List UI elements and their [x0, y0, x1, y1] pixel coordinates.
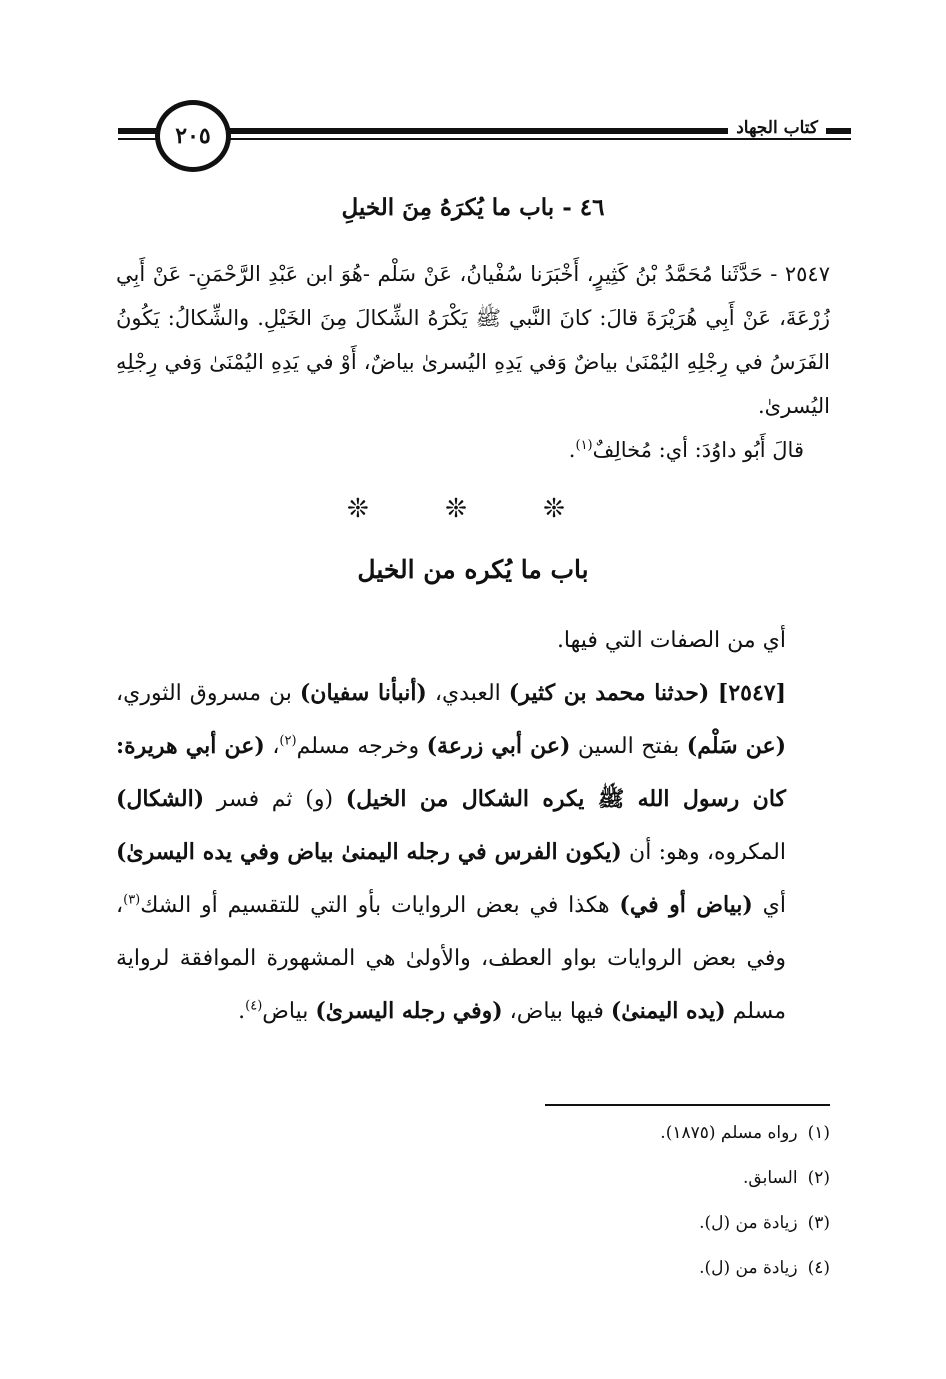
running-title: كتاب الجهاد	[728, 118, 826, 138]
text: العبدي،	[426, 681, 509, 706]
text: المكروه، وهو: أن	[621, 840, 786, 865]
hadith-text: ٢٥٤٧ - حَدَّثَنا مُحَمَّدُ بْنُ كَثِيرٍ، أَخْبَرَنا سُفْيانُ، عَنْ سَلْم -هُوَ ابن عَبْدِ الرَّحْمَنِ- عَنْ أَبِي زُرْعَةَ، عَنْ أَبِي هُرَيْرَةَ قالَ: كانَ النَّبي ﷺ يَكْرَهُ الشِّكالَ مِنَ الخَيْلِ. والشِّكالُ: يَكُونُ الفَرَسُ في رِجْلِهِ اليُمْنَىٰ بياضٌ وَفي يَدِهِ اليُسرىٰ بياضٌ، أَوْ في يَدِهِ اليُمْنَىٰ وَفي رِجْلِهِ اليُسرىٰ.	[116, 262, 830, 418]
footnote-text: زيادة من (ل).	[699, 1258, 798, 1278]
text: هكذا في بعض الروايات بأو التي للتقسيم أو الشك	[140, 893, 620, 918]
quote: (وفي رجله اليسرىٰ)	[315, 998, 503, 1024]
footnote-text: زيادة من (ل).	[699, 1213, 798, 1233]
commentary-title: باب ما يُكره من الخيل	[357, 555, 589, 584]
text: ،	[264, 734, 280, 759]
quote: (أنبأنا سفيان)	[299, 680, 427, 706]
footnote-text: رواه مسلم (١٨٧٥).	[660, 1123, 798, 1143]
footnote-ref: (٣)	[123, 892, 141, 908]
footnote-number: (٣)	[807, 1213, 830, 1233]
hadith-text-block	[116, 252, 830, 472]
footnote-ref: (٢)	[279, 733, 297, 749]
header-rule-end	[825, 128, 851, 134]
footnote-number: (١)	[807, 1123, 830, 1143]
footnote-number: (٤)	[807, 1258, 830, 1278]
text: أي	[752, 893, 786, 918]
quote: (عن سَلْم)	[686, 733, 786, 759]
text: ، وفي بعض الروايات بواو العطف، والأولىٰ هي المشهورة الموافقة لرواية مسلم	[116, 893, 786, 1024]
text: بن مسروق الثوري،	[116, 681, 300, 706]
footnote-4	[410, 1253, 830, 1298]
quote: (بياض أو في)	[619, 892, 753, 918]
quote: (يكون الفرس في رجله اليمنىٰ بياض وفي يده اليسرىٰ)	[116, 839, 622, 865]
abu-dawud-note-text: قالَ أَبُو داوُدَ: أي: مُخالِفٌ	[592, 438, 804, 462]
footnote-1	[410, 1118, 830, 1163]
text: (و) ثم فسر	[204, 787, 346, 812]
chapter-title: ٤٦ - باب ما يُكرَهُ مِنَ الخيلِ	[341, 194, 605, 221]
section-separator: ❊ ❊ ❊	[347, 494, 599, 524]
footnotes	[410, 1118, 830, 1298]
quote: (عن أبي هريرة: كان رسول الله ﷺ يكره الشكال من الخيل)	[116, 733, 786, 812]
quote: (يده اليمنىٰ)	[610, 998, 726, 1024]
quote: (الشكال)	[116, 786, 205, 812]
footnote-number: (٢)	[807, 1168, 830, 1188]
header-rule-end-thin	[825, 138, 851, 140]
text: .	[238, 999, 246, 1024]
footnote-ref: (٤)	[245, 998, 263, 1014]
commentary-intro: أي من الصفات التي فيها.	[556, 628, 786, 653]
text: بفتح السين	[570, 734, 687, 759]
page-number: ٢٠٥	[155, 100, 231, 172]
footnote-text: السابق.	[743, 1168, 798, 1188]
text: وخرجه مسلم	[296, 734, 427, 759]
commentary-block	[116, 614, 832, 1038]
footnote-rule	[545, 1104, 830, 1106]
footnote-2	[410, 1163, 830, 1208]
abu-dawud-note: قالَ أَبُو داوُدَ: أي: مُخالِفٌ$^{(١)}$.	[568, 438, 804, 462]
text: فيها بياض،	[502, 999, 611, 1024]
commentary-paragraph	[116, 667, 832, 1038]
text: بياض	[262, 999, 316, 1024]
footnote-ref: (١)	[575, 438, 593, 453]
footnote-3	[410, 1208, 830, 1253]
quote: [٢٥٤٧] (حدثنا محمد بن كثير)	[508, 680, 786, 706]
quote: (عن أبي زرعة)	[426, 733, 571, 759]
